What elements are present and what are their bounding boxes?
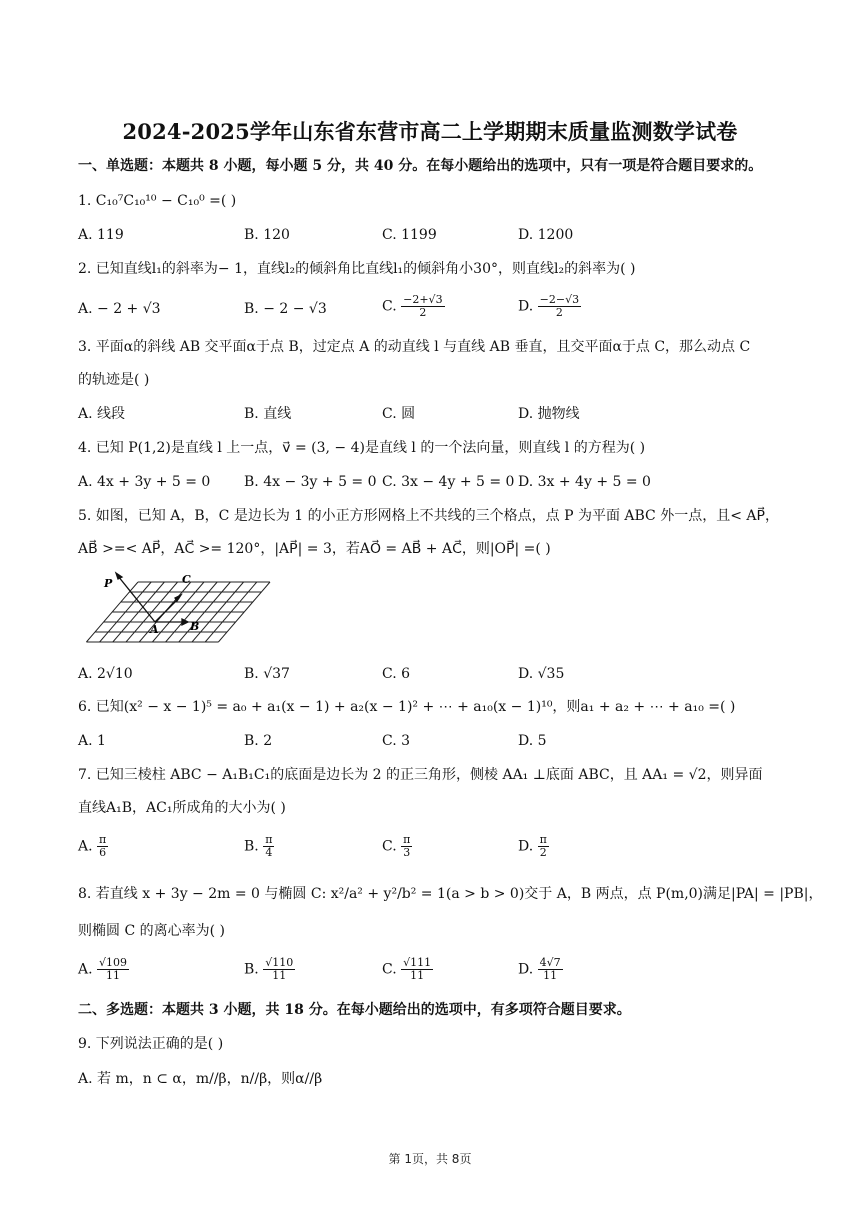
question-5-stem-line2: AB⃗ >=< AP⃗，AC⃗ >= 120°，|AP⃗| = 3，若AO⃗ = AB⃗ + AC⃗，则|OP⃗| =( ) [78, 541, 551, 557]
q1-option-d: D. 1200 [518, 227, 574, 243]
q8-option-a-letter: A. [78, 961, 93, 978]
q8-option-c-fraction [401, 957, 433, 982]
q6-option-a: A. 1 [78, 733, 106, 749]
q8-option-d [518, 957, 563, 982]
q4-option-c: C. 3x − 4y + 5 = 0 [382, 474, 515, 490]
q8-b-numerator: √110 [265, 956, 294, 969]
q7-option-c-letter: C. [382, 838, 397, 855]
q7-option-c-fraction [401, 834, 412, 859]
q8-option-b-fraction [263, 957, 295, 982]
q7-d-denominator: 2 [539, 846, 547, 859]
q8-d-numerator: 4√7 [539, 956, 561, 969]
q7-option-b-fraction [263, 834, 274, 859]
q7-option-d-fraction [538, 834, 549, 859]
q8-option-c [382, 957, 433, 982]
question-7-stem-line2: 直线A₁B，AC₁所成角的大小为( ) [78, 800, 286, 816]
q8-option-b [244, 957, 295, 982]
q8-option-d-letter: D. [518, 961, 534, 978]
q7-option-b [244, 834, 274, 859]
section-multiple-choice: 二、多选题：本题共 3 小题，共 18 分。在每小题给出的选项中，有多项符合题目要求。 [78, 1002, 631, 1018]
q8-a-numerator: √109 [99, 956, 128, 969]
q6-option-b: B. 2 [244, 733, 273, 749]
q7-option-b-letter: B. [244, 838, 259, 855]
q8-option-b-letter: B. [244, 961, 259, 978]
q8-option-c-letter: C. [382, 961, 397, 978]
q8-c-numerator: √111 [403, 956, 432, 969]
q2-option-b: B. − 2 − √3 [244, 301, 327, 317]
q2-option-c-letter: C. [382, 298, 397, 315]
q4-option-a: A. 4x + 3y + 5 = 0 [78, 474, 211, 490]
q7-c-numerator: π [403, 833, 411, 846]
section-single-choice: 一、单选题：本题共 8 小题，每小题 5 分，共 40 分。在每小题给出的选项中，只有一项是符合题目要求的。 [78, 158, 763, 174]
q2-option-d [518, 294, 581, 319]
q5-option-c: C. 6 [382, 666, 411, 682]
q9-option-a: A. 若 m，n ⊂ α，m//β，n//β，则α//β [78, 1071, 323, 1087]
q5-grid-figure [78, 570, 278, 654]
q1-option-a: A. 119 [78, 227, 124, 243]
q8-b-denominator: 11 [272, 969, 287, 982]
q7-b-numerator: π [265, 833, 273, 846]
q3-option-b: B. 直线 [244, 406, 292, 422]
question-9-stem: 9. 下列说法正确的是( ) [78, 1036, 224, 1052]
vector-arrows [116, 573, 188, 625]
q3-option-a: A. 线段 [78, 406, 126, 422]
page-footer: 第 1页，共 8页 [388, 1152, 472, 1166]
question-8-stem-line1: 8. 若直线 x + 3y − 2m = 0 与椭圆 C: x²/a² + y²/b² = 1(a > b > 0)交于 A，B 两点，点 P(m,0)满足|PA| = |PB|， [78, 886, 823, 902]
q4-option-d: D. 3x + 4y + 5 = 0 [518, 474, 651, 490]
page-title: 2024-2025学年山东省东营市高二上学期期末质量监测数学试卷 [122, 119, 738, 144]
q8-option-a-fraction [97, 957, 129, 982]
question-8-stem-line2: 则椭圆 C 的离心率为( ) [78, 923, 225, 939]
label-a: A [150, 623, 159, 636]
q3-option-c: C. 圆 [382, 406, 416, 422]
q5-option-a: A. 2√10 [78, 666, 133, 682]
q2-option-c [382, 294, 445, 319]
q1-option-b: B. 120 [244, 227, 290, 243]
question-2-stem: 2. 已知直线l₁的斜率为− 1，直线l₂的倾斜角比直线l₁的倾斜角小30°，则直线l₂的斜率为( ) [78, 261, 636, 277]
q2-c-denominator: 2 [419, 306, 427, 319]
q8-d-denominator: 11 [543, 969, 558, 982]
q3-option-d: D. 抛物线 [518, 406, 580, 422]
q2-option-a: A. − 2 + √3 [78, 301, 161, 317]
q5-option-d: D. √35 [518, 666, 565, 682]
q6-option-c: C. 3 [382, 733, 411, 749]
question-5-stem-line1: 5. 如图，已知 A，B，C 是边长为 1 的小正方形网格上不共线的三个格点，点 P 为平面 ABC 外一点，且< AP⃗， [78, 508, 779, 524]
question-7-stem-line1: 7. 已知三棱柱 ABC − A₁B₁C₁的底面是边长为 2 的正三角形，侧棱 AA₁ ⊥底面 ABC，且 AA₁ = √2，则异面 [78, 767, 763, 783]
q8-option-a [78, 957, 129, 982]
q4-option-b: B. 4x − 3y + 5 = 0 [244, 474, 377, 490]
q8-c-denominator: 11 [410, 969, 425, 982]
q7-b-denominator: 4 [265, 846, 273, 859]
question-3-stem-line2: 的轨迹是( ) [78, 372, 150, 388]
q2-option-c-fraction [401, 294, 444, 319]
q2-c-numerator: −2+√3 [403, 293, 443, 306]
q7-a-numerator: π [99, 833, 107, 846]
q2-option-d-letter: D. [518, 298, 534, 315]
q7-option-d-letter: D. [518, 838, 534, 855]
q8-option-d-fraction [538, 957, 563, 982]
q7-d-numerator: π [539, 833, 547, 846]
q7-option-d [518, 834, 549, 859]
q7-a-denominator: 6 [99, 846, 107, 859]
q2-d-denominator: 2 [555, 306, 563, 319]
q6-option-d: D. 5 [518, 733, 547, 749]
label-b: B [190, 620, 200, 633]
q7-option-c [382, 834, 412, 859]
q7-option-a-fraction [97, 834, 108, 859]
question-1-stem: 1. C₁₀⁷C₁₀¹⁰ − C₁₀⁰ =( ) [78, 193, 237, 209]
grid-lines [86, 582, 270, 642]
label-c: C [182, 573, 191, 586]
q5-option-b: B. √37 [244, 666, 290, 682]
q2-d-numerator: −2−√3 [539, 293, 580, 306]
q7-c-denominator: 3 [403, 846, 411, 859]
q2-option-d-fraction [538, 294, 581, 319]
q8-a-denominator: 11 [106, 969, 121, 982]
question-4-stem: 4. 已知 P(1,2)是直线 l 上一点，v⃗ = (3, − 4)是直线 l 的一个法向量，则直线 l 的方程为( ) [78, 440, 646, 456]
q7-option-a-letter: A. [78, 838, 93, 855]
question-6-stem: 6. 已知(x² − x − 1)⁵ = a₀ + a₁(x − 1) + a₂(x − 1)² + ⋯ + a₁₀(x − 1)¹⁰，则a₁ + a₂ + ⋯ + a₁₀ =( ) [78, 699, 736, 715]
question-3-stem-line1: 3. 平面α的斜线 AB 交平面α于点 B，过定点 A 的动直线 l 与直线 AB 垂直，且交平面α于点 C，那么动点 C [78, 339, 751, 355]
q1-option-c: C. 1199 [382, 227, 437, 243]
q7-option-a [78, 834, 108, 859]
label-p: P [104, 577, 113, 590]
